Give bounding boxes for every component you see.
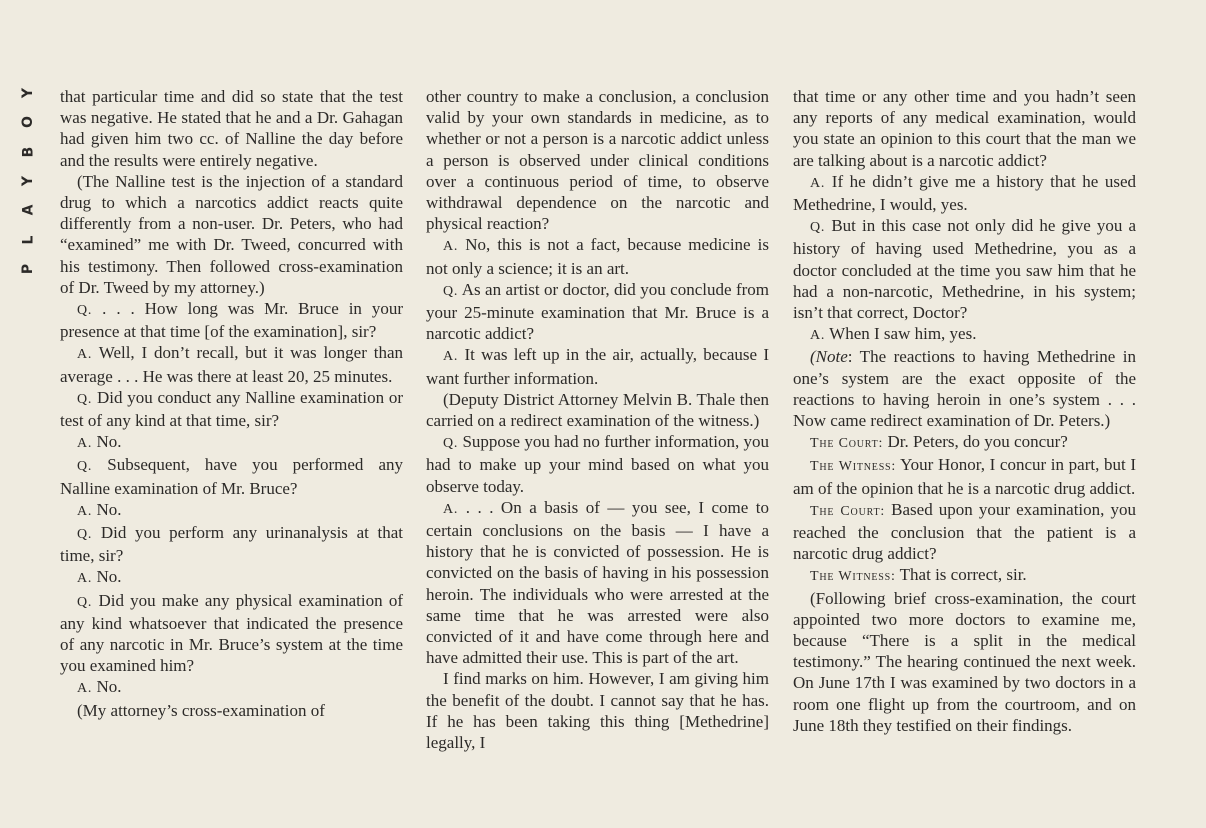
paragraph	[426, 389, 769, 431]
speaker-label: A.	[443, 349, 459, 365]
paragraph-text: I find marks on him. However, I am giving him the benefit of the doubt. I cannot say that he has. If he has been taking this thing [Methedrine] legally, I	[426, 669, 769, 753]
paragraph	[793, 588, 1136, 736]
text-column-3	[793, 86, 1136, 736]
paragraph	[426, 497, 769, 669]
paragraph-text: If he didn’t give me a history that he used Methedrine, I would, yes.	[793, 171, 1136, 215]
paragraph	[60, 387, 403, 431]
paragraph-text: that time or any other time and you hadn’t seen any reports of any medical examination, would you state an opinion to this court that the man we are talking about is a narcotic addict?	[793, 87, 1136, 170]
paragraph	[60, 342, 403, 386]
paragraph-text: (Following brief cross-examination, the court appointed two more doctors to examine me, because “There is a split in the medical testimony.” The hearing continued the next week. On June 17th I was examined by two doctors in a room one flight up from the courtroom, and on June 18th they testified on their findings.	[793, 588, 1136, 735]
paragraph-text: Did you conduct any Nalline examination or test of any kind at that time, sir?	[60, 387, 403, 431]
masthead-letter: Y	[19, 87, 36, 99]
paragraph	[60, 171, 403, 298]
paragraph-text: other country to make a conclusion, a conclusion valid by your own standards in medicine, as to whether or not a person is a narcotic addict unless a person is observed under clinical conditions over a continuous period of time, to observe withdrawal dependence on the narcotic and physical reaction?	[426, 87, 769, 234]
speaker-label: Q.	[77, 391, 93, 407]
paragraph	[426, 86, 769, 234]
paragraph-text: No, this is not a fact, because medicine is not only a science; it is an art.	[426, 235, 769, 278]
masthead-letter: O	[20, 116, 36, 129]
paragraph-text: . . . How long was Mr. Bruce in your presence at that time [of the examination], sir?	[60, 299, 403, 342]
paragraph-text: (The Nalline test is the injection of a standard drug to which a narcotics addict reacts quite differently from a non-user. Dr. Peters, who had “examined” me with Dr. Tweed, concurred with his testimony. Then followed cross-examination of Dr. Tweed by my attorney.)	[60, 171, 403, 297]
paragraph-text: Did you make any physical examination of any kind whatsoever that indicated the presence of any narcotic in Mr. Bruce’s system at the time you examined him?	[60, 590, 403, 676]
paragraph	[793, 171, 1136, 215]
magazine-masthead	[14, 86, 42, 276]
speaker-label: Q.	[77, 594, 93, 610]
speaker-label: A.	[77, 571, 93, 587]
paragraph-text: Dr. Peters, do you concur?	[883, 432, 1068, 452]
paragraph	[793, 499, 1136, 565]
paragraph	[426, 431, 769, 497]
speaker-label: A.	[443, 239, 459, 255]
speaker-label: Q.	[77, 527, 93, 543]
masthead-letter: P	[19, 263, 36, 275]
paragraph	[60, 298, 403, 342]
speaker-label: A.	[77, 436, 93, 452]
speaker-label: Q.	[77, 303, 93, 319]
speaker-label: The Witness:	[810, 569, 896, 585]
paragraph	[793, 454, 1136, 498]
paragraph	[426, 234, 769, 278]
speaker-label: Q.	[443, 283, 459, 299]
paragraph-text: Subsequent, have you performed any Nalline examination of Mr. Bruce?	[60, 455, 403, 498]
paragraph-text: It was left up in the air, actually, because I want further information.	[426, 345, 769, 388]
speaker-label: A.	[810, 175, 826, 191]
paragraph-text: That is correct, sir.	[895, 565, 1027, 585]
paragraph	[60, 590, 403, 677]
paragraph	[60, 522, 403, 566]
paragraph-text: Your Honor, I concur in part, but I am of the opinion that he is a narcotic drug addict.	[793, 455, 1136, 498]
paragraph-text: But in this case not only did he give you a history of having used Methedrine, you as a doctor concluded at the time you saw him that he had a non-narcotic, Methedrine, in his system; isn’t that correct, Doctor?	[793, 216, 1136, 323]
paragraph	[793, 564, 1136, 587]
paragraph	[60, 700, 403, 721]
italic-text: (Note	[810, 347, 848, 367]
speaker-label: Q.	[443, 436, 459, 452]
speaker-label: A.	[810, 328, 826, 344]
speaker-label: A.	[77, 681, 93, 697]
speaker-label: Q.	[810, 220, 826, 236]
paragraph-text: Suppose you had no further information, you had to make up your mind based on what you observe today.	[426, 432, 769, 496]
paragraph	[426, 279, 769, 345]
paragraph-text: No.	[92, 432, 122, 452]
paragraph-text: Did you perform any urinanalysis at that time, sir?	[60, 523, 403, 566]
paragraph	[60, 86, 403, 171]
speaker-label: The Court:	[810, 503, 886, 519]
masthead-letter: Y	[19, 175, 36, 187]
paragraph	[60, 566, 403, 589]
paragraph-text: (Deputy District Attorney Melvin B. Thale then carried on a redirect examination of the witness.)	[426, 389, 769, 431]
speaker-label: A.	[443, 501, 459, 517]
paragraph-text: Based upon your examination, you reached the conclusion that the patient is a narcotic drug addict?	[793, 499, 1136, 564]
text-column-2	[426, 86, 769, 753]
paragraph-text: Well, I don’t recall, but it was longer than average . . . He was there at least 20, 25 minutes.	[60, 343, 403, 386]
paragraph	[60, 676, 403, 699]
paragraph-text: No.	[92, 677, 122, 697]
paragraph	[793, 86, 1136, 171]
paragraph	[793, 346, 1136, 431]
speaker-label: A.	[77, 503, 93, 519]
speaker-label: Q.	[77, 459, 93, 475]
paragraph	[60, 431, 403, 454]
paragraph-text: (My attorney’s cross-examination of	[77, 700, 325, 720]
masthead-letter: L	[19, 235, 36, 245]
paragraph	[426, 668, 769, 753]
paragraph-text: No.	[92, 567, 122, 587]
paragraph	[426, 344, 769, 388]
paragraph-text: that particular time and did so state that the test was negative. He stated that he and a Dr. Gahagan had given him two cc. of Nalline the day before and the results were entirely negative.	[60, 87, 403, 170]
speaker-label: A.	[77, 347, 93, 363]
paragraph	[60, 454, 403, 498]
text-column-1	[60, 86, 403, 721]
paragraph-text: . . . On a basis of — you see, I come to certain conclusions on the basis — I have a history that he is convicted of possession. He is convicted on the basis of having in his possession heroin. The individuals who were arrested at the same time that he was arrested were also convicted of it and have come through here and have admitted their use. This is part of the art.	[426, 497, 769, 668]
paragraph	[793, 323, 1136, 346]
masthead-letter: B	[19, 146, 36, 157]
speaker-label: The Witness:	[810, 459, 897, 475]
paragraph-text: No.	[92, 499, 122, 519]
paragraph	[793, 215, 1136, 323]
speaker-label: The Court:	[810, 436, 884, 452]
paragraph	[793, 431, 1136, 454]
paragraph-text: As an artist or doctor, did you conclude from your 25-minute examination that Mr. Bruce is a narcotic addict?	[426, 279, 769, 344]
masthead-letter: A	[20, 204, 36, 216]
paragraph-text: When I saw him, yes.	[825, 324, 977, 344]
paragraph-text: : The reactions to having Methedrine in one’s system are the exact opposite of the reactions to having heroin in one’s system . . . Now came redirect examination of Dr. Peters.)	[793, 347, 1136, 431]
paragraph	[60, 499, 403, 522]
